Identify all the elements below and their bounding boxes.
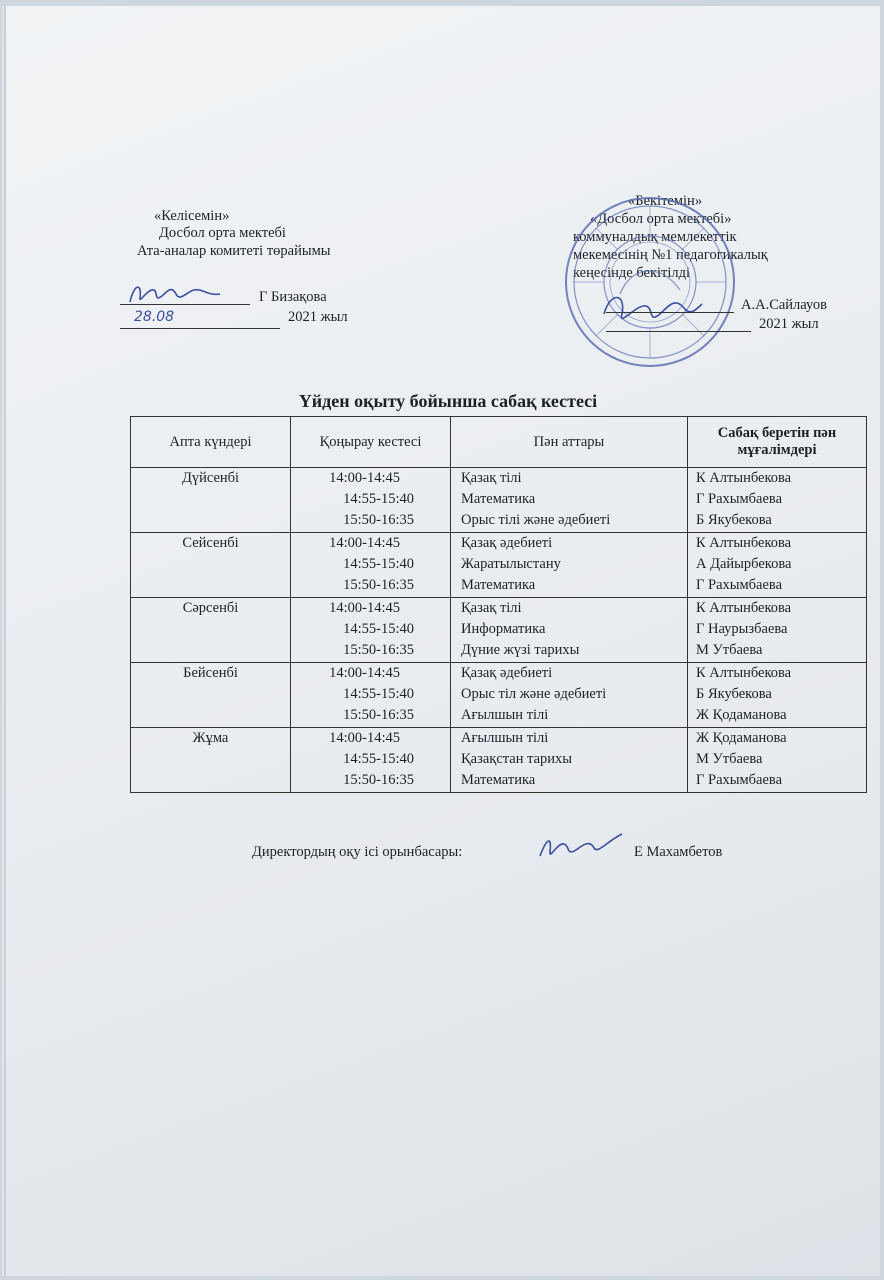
subject-cell <box>451 598 688 663</box>
time-cell <box>291 663 451 728</box>
subject-name: Математика <box>461 772 536 788</box>
time-slot: 15:50-16:35 <box>343 772 414 788</box>
header-subjects: Пән аттары <box>451 417 688 468</box>
left-date-line <box>120 328 280 329</box>
table-row <box>131 468 867 533</box>
weekday-cell: Сәрсенбі <box>131 598 291 663</box>
official-round-seal-icon <box>562 194 738 370</box>
teacher-name: Г Рахымбаева <box>696 772 783 788</box>
right-year: 2021 жыл <box>759 316 819 332</box>
table-row <box>131 663 867 728</box>
time-slot: 14:00-14:45 <box>329 600 400 616</box>
subject-name: Дүние жүзі тарихы <box>461 642 580 658</box>
subject-cell <box>451 728 688 793</box>
table-row <box>131 598 867 663</box>
weekday-cell: Бейсенбі <box>131 663 291 728</box>
subject-name: Қазақ тілі <box>461 600 522 616</box>
teacher-name: К Алтынбекова <box>696 665 792 681</box>
right-signer-name: А.А.Сайлауов <box>741 297 827 313</box>
header-weekday: Апта күндері <box>131 417 291 468</box>
teacher-cell <box>688 533 867 598</box>
left-committee-title: Ата-аналар комитеті төрайымы <box>137 243 331 259</box>
table-row <box>131 533 867 598</box>
teacher-name: Г Наурызбаева <box>696 621 788 637</box>
right-approval-note: кеңесінде бекітілді <box>573 265 691 281</box>
teacher-name: Ж Қодаманова <box>696 730 787 746</box>
subject-name: Орыс тілі және әдебиеті <box>461 512 611 528</box>
teacher-cell <box>688 468 867 533</box>
subject-name: Математика <box>461 577 536 593</box>
teacher-name: Ж Қодаманова <box>696 707 787 723</box>
time-slot: 14:55-15:40 <box>343 491 414 507</box>
teacher-cell <box>688 598 867 663</box>
right-council-name: мекемесінің №1 педагогикалық <box>573 247 768 263</box>
document-page <box>6 6 880 1276</box>
left-date-handwritten: 28.08 <box>134 309 175 325</box>
time-cell <box>291 533 451 598</box>
subject-name: Қазақ әдебиеті <box>461 665 553 681</box>
teacher-cell <box>688 663 867 728</box>
time-cell <box>291 728 451 793</box>
teacher-cell <box>688 728 867 793</box>
footer-signature-icon <box>534 824 626 864</box>
time-slot: 14:55-15:40 <box>343 686 414 702</box>
right-approval-heading: «Бекітемін» <box>628 193 703 209</box>
teacher-name: К Алтынбекова <box>696 470 792 486</box>
document-title: Үйден оқыту бойынша сабақ кестесі <box>298 391 598 411</box>
header-teachers: Сабақ беретін пән мұғалімдері <box>688 417 867 468</box>
right-school-name: «Досбол орта мектебі» <box>590 211 732 227</box>
time-slot: 15:50-16:35 <box>343 707 414 723</box>
right-signature-icon <box>596 284 706 334</box>
right-institution-type: коммуналдық мемлекеттік <box>573 229 737 245</box>
left-approval-heading: «Келісемін» <box>154 208 230 224</box>
right-date-line <box>606 331 751 332</box>
left-school-name: Досбол орта мектебі <box>159 225 286 241</box>
time-slot: 15:50-16:35 <box>343 577 414 593</box>
subject-name: Жаратылыстану <box>461 556 561 572</box>
teacher-name: Б Якубекова <box>696 512 772 528</box>
time-slot: 14:55-15:40 <box>343 621 414 637</box>
teacher-name: М Утбаева <box>696 642 763 658</box>
time-cell <box>291 468 451 533</box>
teacher-name: Б Якубекова <box>696 686 772 702</box>
weekday-cell: Дүйсенбі <box>131 468 291 533</box>
teacher-name: М Утбаева <box>696 751 763 767</box>
time-slot: 14:00-14:45 <box>329 535 400 551</box>
time-slot: 14:00-14:45 <box>329 730 400 746</box>
teacher-name: К Алтынбекова <box>696 535 792 551</box>
time-slot: 15:50-16:35 <box>343 512 414 528</box>
subject-name: Математика <box>461 491 536 507</box>
teacher-name: А Дайырбекова <box>696 556 792 572</box>
subject-name: Орыс тіл және әдебиеті <box>461 686 607 702</box>
left-name-line <box>120 304 250 305</box>
teacher-name: Г Рахымбаева <box>696 577 783 593</box>
weekday-cell: Жұма <box>131 728 291 793</box>
time-slot: 14:00-14:45 <box>329 470 400 486</box>
subject-cell <box>451 468 688 533</box>
teacher-name: Г Рахымбаева <box>696 491 783 507</box>
time-slot: 15:50-16:35 <box>343 642 414 658</box>
subject-cell <box>451 533 688 598</box>
left-year: 2021 жыл <box>288 309 348 325</box>
left-signer-name: Г Бизақова <box>259 289 327 305</box>
teacher-name: К Алтынбекова <box>696 600 792 616</box>
time-slot: 14:00-14:45 <box>329 665 400 681</box>
subject-name: Информатика <box>461 621 546 637</box>
header-bell-schedule: Қоңырау кестесі <box>291 417 451 468</box>
subject-name: Қазақ тілі <box>461 470 522 486</box>
schedule-table <box>130 416 867 793</box>
subject-cell <box>451 663 688 728</box>
subject-name: Ағылшын тілі <box>461 730 549 746</box>
table-row <box>131 728 867 793</box>
table-header-row <box>131 417 867 468</box>
subject-name: Қазақстан тарихы <box>461 751 573 767</box>
subject-name: Қазақ әдебиеті <box>461 535 553 551</box>
time-slot: 14:55-15:40 <box>343 556 414 572</box>
weekday-cell: Сейсенбі <box>131 533 291 598</box>
time-slot: 14:55-15:40 <box>343 751 414 767</box>
right-name-line <box>606 312 734 313</box>
footer-deputy-label: Директордың оқу ісі орынбасары: <box>252 844 463 860</box>
subject-name: Ағылшын тілі <box>461 707 549 723</box>
time-cell <box>291 598 451 663</box>
footer-deputy-name: Е Махамбетов <box>634 844 723 860</box>
